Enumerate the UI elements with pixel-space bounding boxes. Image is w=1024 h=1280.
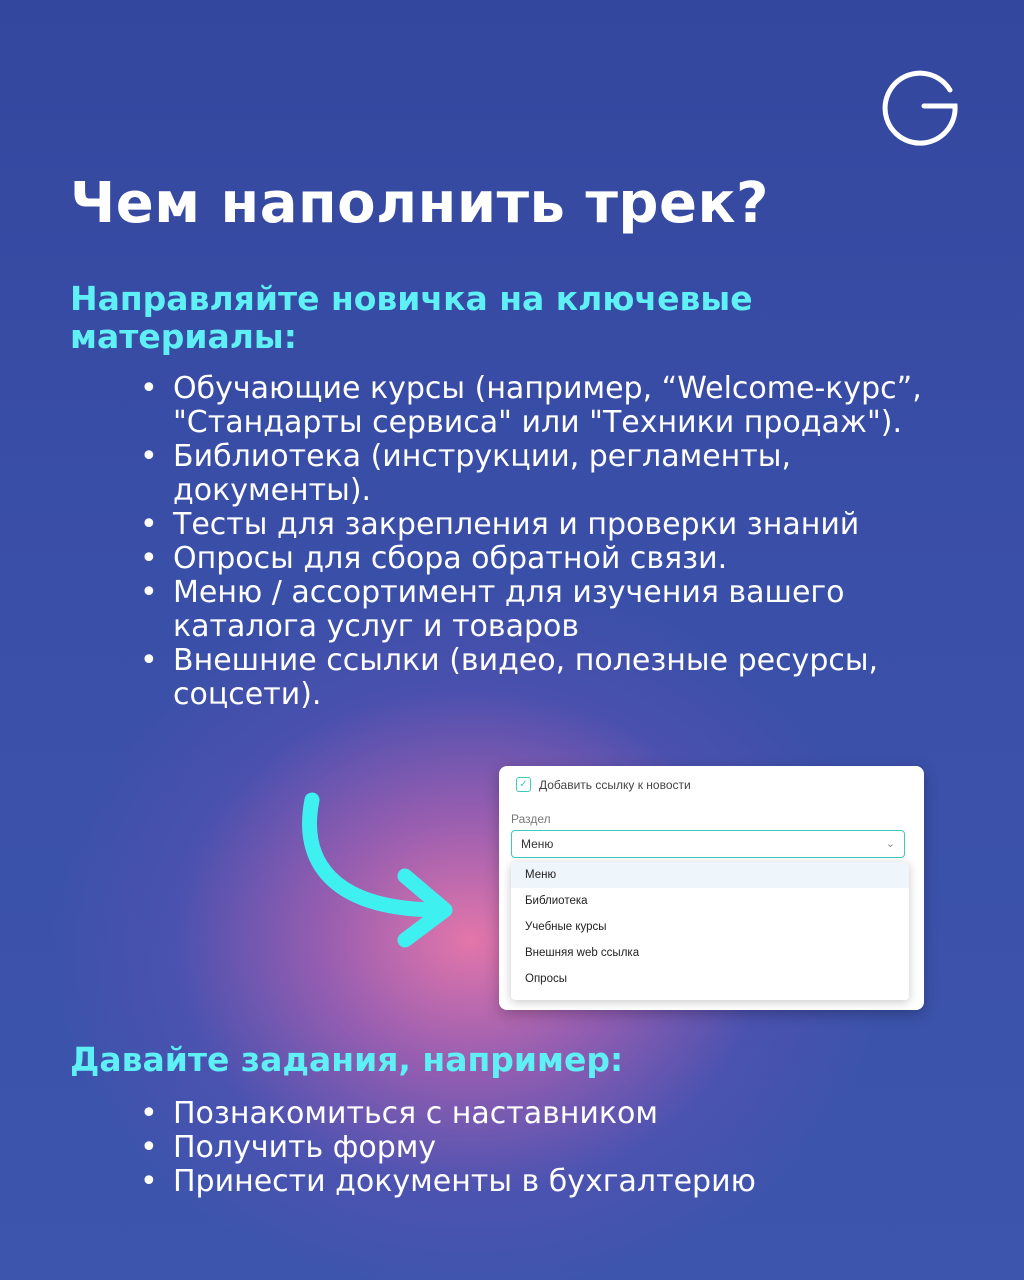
form-screenshot: [499, 766, 924, 1010]
dropdown-option[interactable]: Опросы: [525, 973, 567, 985]
dropdown-option[interactable]: Библиотека: [525, 895, 588, 907]
list-item: • Библиотека (инструкции, регламенты, документы).: [140, 440, 940, 508]
list-item: • Тесты для закрепления и проверки знаний: [140, 508, 940, 542]
list-item: • Получить форму: [140, 1131, 920, 1165]
section-dropdown: [511, 862, 909, 1000]
list-item: • Внешние ссылки (видео, полезные ресурсы, соцсети).: [140, 644, 940, 712]
chevron-down-icon[interactable]: ⌄: [885, 838, 895, 850]
add-link-checkbox-row[interactable]: [516, 777, 691, 792]
dropdown-option[interactable]: Учебные курсы: [525, 921, 607, 933]
list-item: • Обучающие курсы (например, “Welcome-курс”, "Стандарты сервиса" или "Техники продаж").: [140, 372, 940, 440]
checkbox-label: Добавить ссылку к новости: [539, 777, 691, 792]
dropdown-option[interactable]: Внешняя web ссылка: [525, 947, 640, 959]
curved-arrow-icon: [290, 790, 470, 960]
dropdown-option[interactable]: Меню: [511, 862, 909, 888]
select-value: Меню: [521, 837, 554, 851]
section2-heading: Давайте задания, например:: [70, 1040, 624, 1079]
list-item: • Меню / ассортимент для изучения вашего каталога услуг и товаров: [140, 576, 940, 644]
checkbox-checked-icon[interactable]: ✓: [516, 777, 531, 792]
list-item: • Познакомиться с наставником: [140, 1097, 920, 1131]
materials-list: [140, 372, 940, 712]
section-field-label: Раздел: [511, 812, 551, 826]
brand-logo: [878, 62, 962, 146]
list-item: • Опросы для сбора обратной связи.: [140, 542, 940, 576]
tasks-list: [140, 1097, 920, 1199]
section1-heading: Направляйте новичка на ключевые материалы:: [70, 279, 753, 356]
section-select[interactable]: [511, 830, 905, 858]
page-title: Чем наполнить трек?: [70, 171, 769, 236]
list-item: • Принести документы в бухгалтерию: [140, 1165, 920, 1199]
